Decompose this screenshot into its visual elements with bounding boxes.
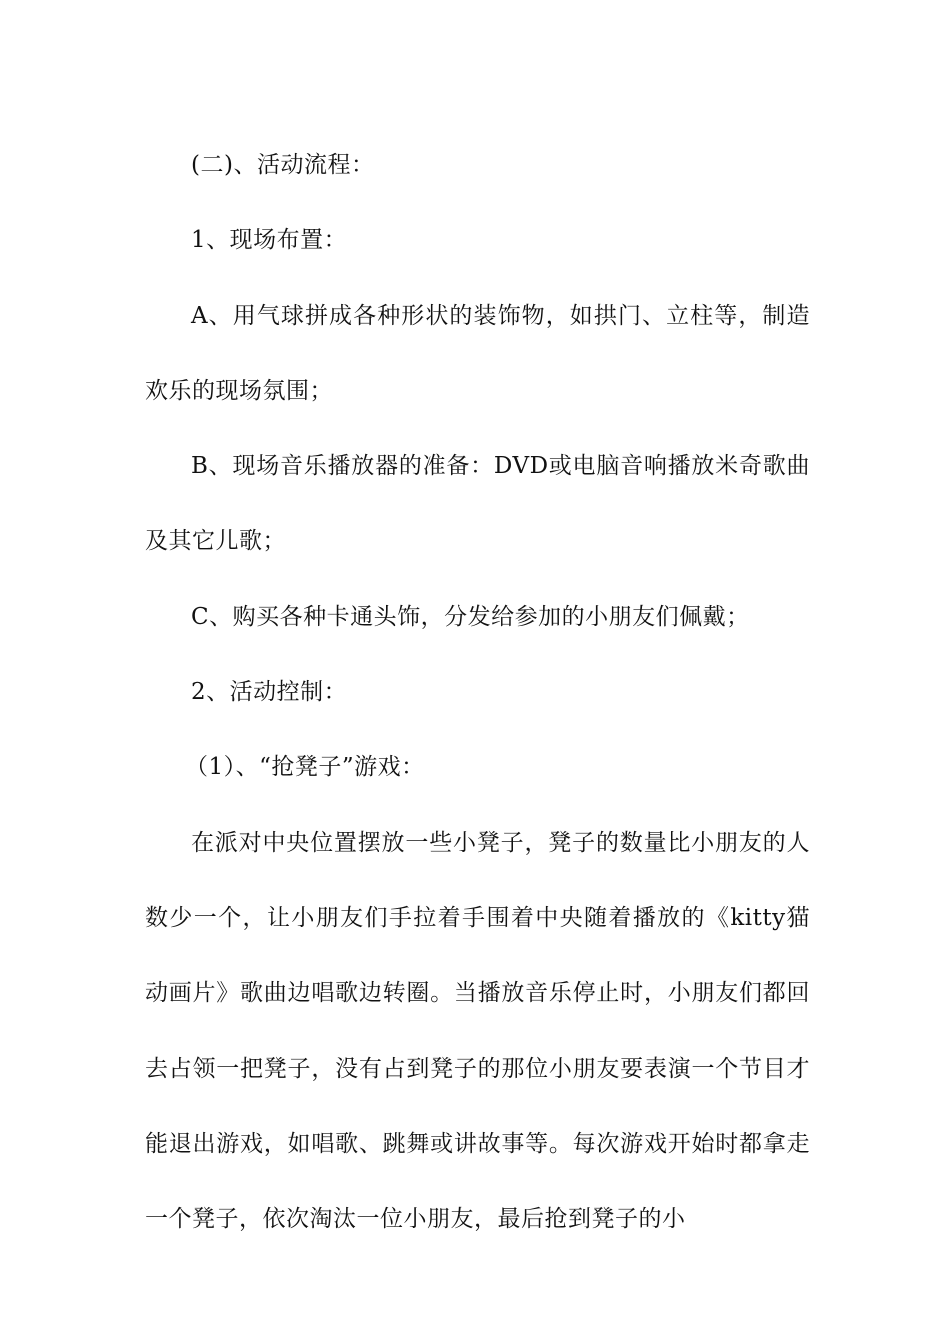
paragraph-balloon-decor: A、用气球拼成各种形状的装饰物，如拱门、立柱等，制造欢乐的现场氛围；: [145, 302, 810, 404]
paragraph-cartoon-headwear: C、购买各种卡通头饰，分发给参加的小朋友们佩戴；: [191, 603, 750, 630]
document-body: [145, 128, 810, 1257]
subheading-musical-chairs-game: （1）、“抢凳子”游戏：: [185, 754, 425, 781]
subheading-site-setup: 1、现场布置：: [191, 227, 348, 254]
section-heading-activity-flow: (二)、活动流程：: [191, 152, 375, 178]
paragraph-musical-chairs-rules: 在派对中央位置摆放一些小凳子，凳子的数量比小朋友的人数少一个，让小朋友们手拉着手围着中央随着播放的《kitty猫动画片》歌曲边唱歌边转圈。当播放音乐停止时，小朋友们都回去占领一把凳子，没有占到凳子的那位小朋友要表演一个节目才能退出游戏，如唱歌、跳舞或讲故事等。每次游戏开始时都拿走一个凳子，依次淘汰一位小朋友，最后抢到凳子的小: [145, 829, 810, 1233]
subheading-activity-control: 2、活动控制：: [191, 679, 348, 706]
paragraph-music-player: B、现场音乐播放器的准备：DVD或电脑音响播放米奇歌曲及其它儿歌；: [145, 453, 810, 555]
